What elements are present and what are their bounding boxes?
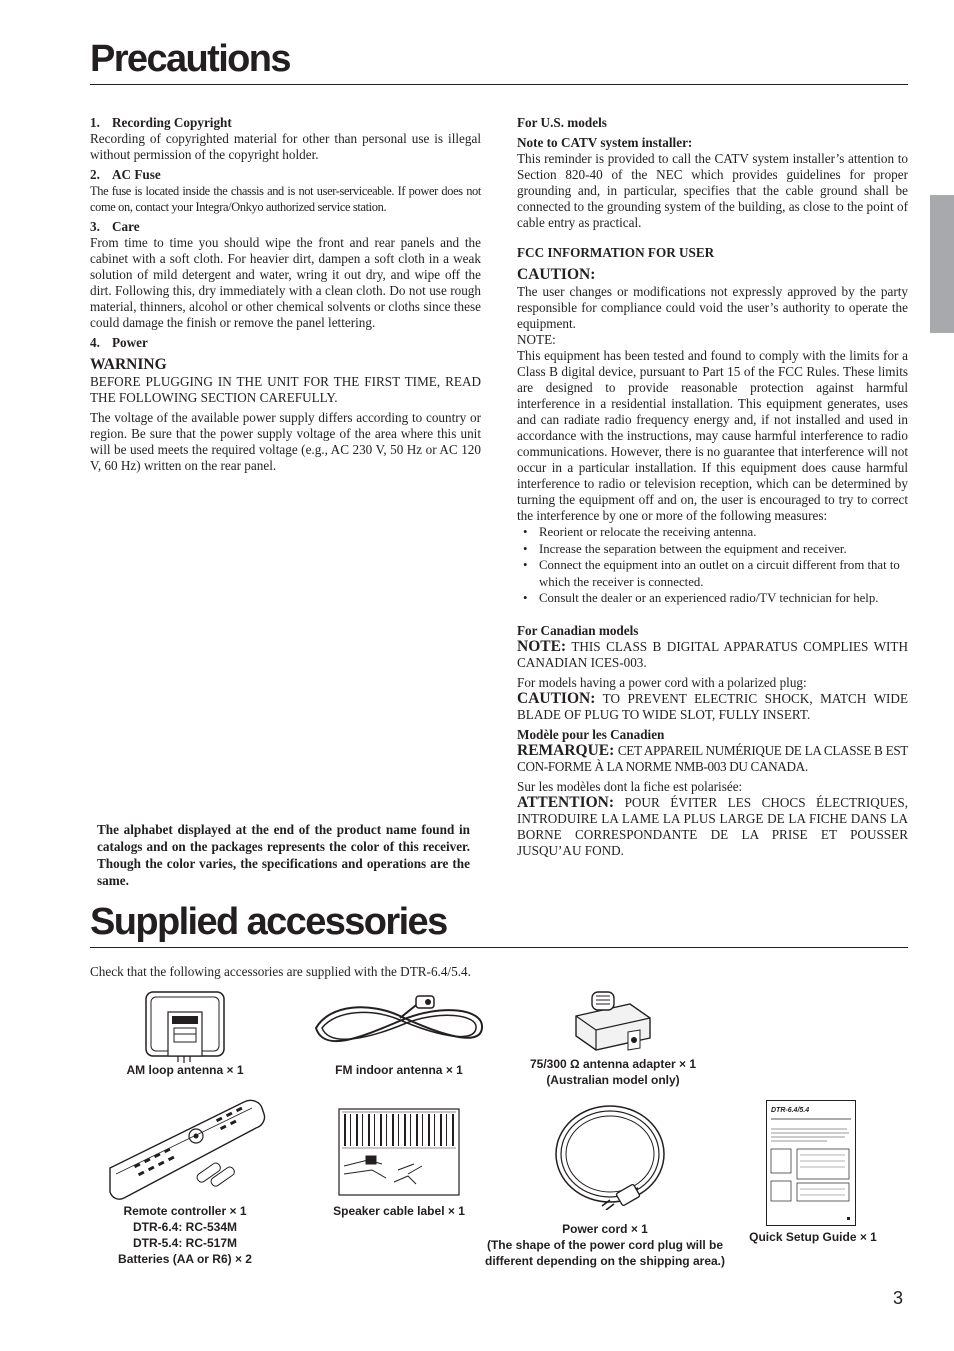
- list-item: • Connect the equipment into an outlet on a circuit different from that to which the receiver is connected.: [517, 557, 908, 590]
- fcc-measures-list: [517, 524, 908, 607]
- voltage-text: The voltage of the available power supply differs according to country or region. Be sure that the power supply voltage of the area where this unit will be used meets the required voltage (e.g., AC 230 V, 50 Hz or AC 120 V, 60 Hz) written on the rear panel.: [90, 410, 481, 473]
- remote-label-line3: DTR-5.4: RC-517M: [132, 1236, 237, 1250]
- power-heading: 4. Power: [90, 335, 148, 350]
- power-cord-label-line2: (The shape of the power cord plug will be: [486, 1238, 723, 1252]
- right-column: [517, 115, 908, 859]
- speaker-cable-label-caption: Speaker cable label × 1: [333, 1204, 465, 1218]
- power-cord-label-line1: Power cord × 1: [562, 1222, 648, 1236]
- accessories-intro: Check that the following accessories are supplied with the DTR-6.4/5.4.: [90, 964, 471, 979]
- color-note: The alphabet displayed at the end of the product name found in catalogs and on the packages represents the color of this receiver. Though the color varies, the specifications and operations are the same.: [97, 822, 470, 888]
- list-item: • Consult the dealer or an experienced radio/TV technician for help.: [517, 590, 908, 607]
- quick-setup-guide-image: [766, 1100, 856, 1226]
- french-polarized: Sur les modèles dont la fiche est polarisée:: [517, 778, 743, 794]
- fcc-heading: FCC INFORMATION FOR USER: [517, 245, 715, 260]
- warning-text: BEFORE PLUGGING IN THE UNIT FOR THE FIRST TIME, READ THE FOLLOWING SECTION CAREFULLY.: [90, 374, 481, 405]
- spacer-graphic: [108, 396, 118, 406]
- accessories-rule: [90, 947, 908, 948]
- guide-model: DTR-6.4/5.4: [771, 1107, 810, 1114]
- recording-copyright-heading: 1. Recording Copyright: [90, 115, 232, 130]
- warning-label: WARNING: [90, 356, 167, 373]
- ac-fuse-text: The fuse is located inside the chassis and is not user-serviceable. If power does not come on, contact your Integra/Onkyo authorized service station.: [90, 184, 481, 214]
- fm-antenna-label: FM indoor antenna × 1: [335, 1063, 463, 1077]
- quick-setup-guide-label: Quick Setup Guide × 1: [749, 1230, 877, 1244]
- care-heading: 3. Care: [90, 219, 140, 234]
- attention-text: ATTENTION: POUR ÉVITER LES CHOCS ÉLECTRIQUES, INTRODUIRE LA LAME LA PLUS LARGE DE LA FICHE DANS LA BORNE CORRESPONDANTE DE LA PRISE ET POUSSER JUSQU’AU FOND.: [517, 793, 908, 858]
- remote-controller-image: [106, 1098, 266, 1202]
- polarized-text: For models having a power cord with a polarized plug:: [517, 674, 807, 690]
- remote-label: [100, 1203, 270, 1267]
- remarque-text: REMARQUE: CET APPAREIL NUMÉRIQUE DE LA CLASSE B EST CON-FORME À LA NORME NMB-003 DU CANADA.: [517, 741, 909, 774]
- remote-label-line4: Batteries (AA or R6) × 2: [118, 1252, 252, 1266]
- antenna-adapter-label: [508, 1056, 718, 1088]
- section-tab: [930, 195, 954, 333]
- page-title-accessories: Supplied accessories: [90, 901, 447, 943]
- speaker-cable-label-image: [338, 1108, 460, 1196]
- catv-text: This reminder is provided to call the CATV system installer’s attention to Section 820-40 of the NEC which provides guidelines for proper grounding and, in particular, specifies that the cable ground shall be connected to the grounding system of the building, as close to the point of cable entry as practical.: [517, 151, 908, 230]
- catv-heading: Note to CATV system installer:: [517, 135, 693, 150]
- recording-copyright-text: Recording of copyrighted material for other than personal use is illegal without permission of the copyright holder.: [90, 131, 481, 162]
- fcc-caution-text: The user changes or modifications not expressly approved by the party responsible for compliance could void the user’s authority to operate the equipment.: [517, 284, 908, 331]
- fcc-caution-label: CAUTION:: [517, 266, 596, 283]
- remote-label-line1: Remote controller × 1: [123, 1204, 247, 1218]
- am-loop-label: AM loop antenna × 1: [126, 1063, 244, 1077]
- canadian-heading: For Canadian models: [517, 622, 639, 638]
- am-loop-antenna-image: [144, 990, 226, 1064]
- fcc-note-label: NOTE:: [517, 332, 556, 347]
- antenna-adapter-label-line1: 75/300 Ω antenna adapter × 1: [529, 1057, 697, 1071]
- power-cord-image: [550, 1100, 672, 1210]
- power-cord-label: [462, 1221, 748, 1269]
- antenna-adapter-label-line2: (Australian model only): [546, 1073, 680, 1087]
- ac-fuse-heading: 2. AC Fuse: [90, 167, 161, 182]
- list-item: • Reorient or relocate the receiving antenna.: [517, 524, 908, 541]
- left-column: [90, 115, 481, 474]
- page-number: 3: [893, 1288, 904, 1308]
- remote-label-line2: DTR-6.4: RC-534M: [132, 1220, 237, 1234]
- us-models-heading: For U.S. models: [517, 115, 607, 130]
- power-cord-label-line3: different depending on the shipping area.): [484, 1254, 725, 1268]
- list-item: • Increase the separation between the equipment and receiver.: [517, 541, 908, 558]
- title-rule: [90, 84, 908, 85]
- antenna-adapter-image: [570, 988, 660, 1056]
- care-text: From time to time you should wipe the front and rear panels and the cabinet with a soft cloth. For heavier dirt, dampen a soft cloth in a weak solution of mild detergent and water, wring it out dry, and wipe off the dirt. Following this, dry immediately with a clean cloth. Do not use rough material, thinners, alcohol or other chemical solvents or cloths since these could damage the finish or remove the panel lettering.: [90, 235, 481, 330]
- guide-contents-graphic: [767, 1115, 855, 1223]
- french-heading: Modèle pour les Canadien: [517, 726, 665, 742]
- fm-antenna-image: [310, 994, 490, 1060]
- canadian-note: NOTE: THIS CLASS B DIGITAL APPARATUS COMPLIES WITH CANADIAN ICES-003.: [517, 637, 908, 670]
- fcc-note-text: This equipment has been tested and found to comply with the limits for a Class B digital device, pursuant to Part 15 of the FCC Rules. These limits are designed to provide reasonable protection against harmful interference in a residential installation. This equipment generates, uses and can radiate radio frequency energy and, if not installed and used in accordance with the instructions, may cause harmful interference to radio communications. However, there is no guarantee that interference will not occur in a particular installation. If this equipment does cause harmful interference to radio or television reception, which can be determined by turning the equipment off and on, the user is encouraged to try to correct the interference by one or more of the following measures:: [517, 348, 908, 523]
- canadian-caution: CAUTION: TO PREVENT ELECTRIC SHOCK, MATCH WIDE BLADE OF PLUG TO WIDE SLOT, FULLY INSERT.: [517, 689, 908, 722]
- page-title-precautions: Precautions: [90, 38, 290, 80]
